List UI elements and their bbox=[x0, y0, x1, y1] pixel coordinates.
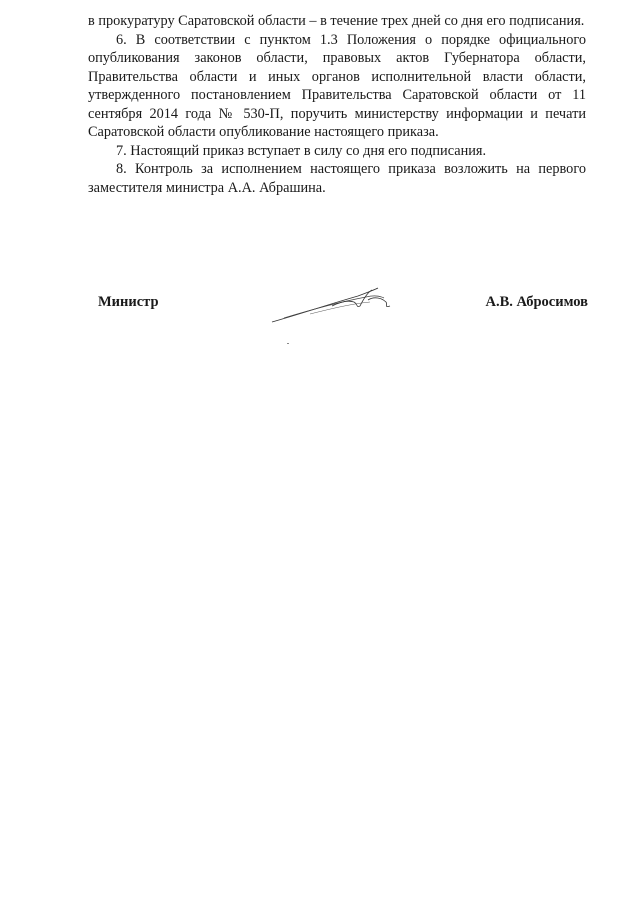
paragraph-continuation: в прокуратуру Саратовской области – в течение трех дней со дня его подписания. bbox=[88, 13, 585, 29]
signatory-name: А.В. Абросимов bbox=[485, 294, 588, 310]
signature-block bbox=[0, 290, 640, 360]
signatory-title: Министр bbox=[98, 294, 159, 310]
document-body bbox=[88, 12, 586, 197]
paragraph-item-6: 6. В соответствии с пунктом 1.3 Положения о порядке официального опубликования законов области, правовых актов Губернатора области, Правительства области и иных органов исполнительной власти области, утвержденного постановлением Правительства Саратовской области от 11 сентября 2014 года № 530-П, поручить министерству информации и печати Саратовской области опубликование настоящего приказа. bbox=[88, 31, 586, 140]
handwritten-signature bbox=[270, 284, 400, 336]
paragraph-item-7: 7. Настоящий приказ вступает в силу со дня его подписания. bbox=[116, 142, 487, 159]
paragraph-item-8: 8. Контроль за исполнением настоящего приказа возложить на первого заместителя министра А.А. Абрашина. bbox=[88, 161, 586, 196]
scan-mark bbox=[287, 343, 289, 344]
